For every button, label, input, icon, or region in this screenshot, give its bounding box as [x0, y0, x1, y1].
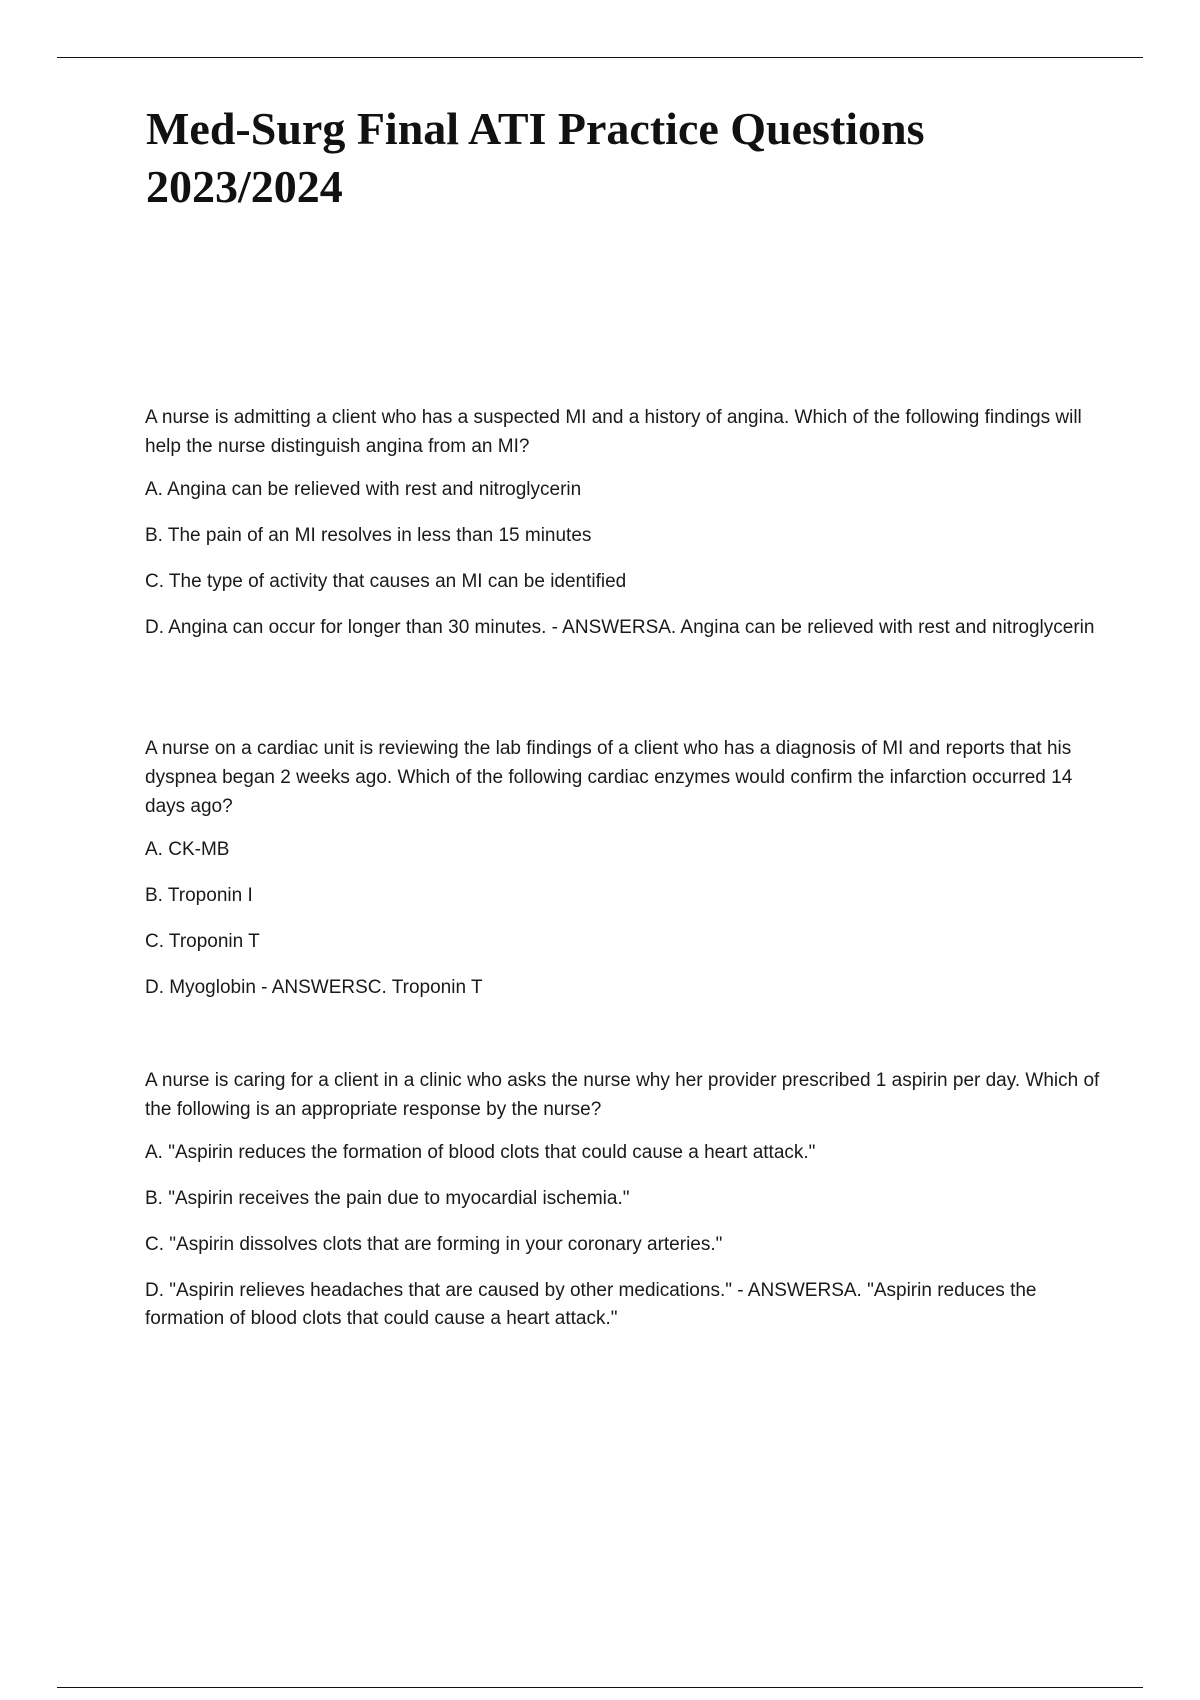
- question-stem: A nurse is admitting a client who has a suspected MI and a history of angina. Which of the following findings will help the nurse distinguish angina from an MI?: [145, 407, 1082, 457]
- question-stem: A nurse is caring for a client in a clinic who asks the nurse why her provider prescribed 1 aspirin per day. Which of the following is an appropriate response by the nurse?: [145, 1070, 1100, 1120]
- answer-option-a: A. CK-MB: [145, 839, 230, 860]
- question-stem: A nurse on a cardiac unit is reviewing the lab findings of a client who has a diagnosis of MI and reports that his dyspnea began 2 weeks ago. Which of the following cardiac enzymes would confirm the infarction occurred 14 days ago?: [145, 738, 1073, 817]
- answer-option-c: C. The type of activity that causes an MI can be identified: [145, 571, 627, 592]
- answer-option-d: D. Angina can occur for longer than 30 minutes. - ANSWERSA. Angina can be relieved with rest and nitroglycerin: [145, 617, 1095, 638]
- bottom-rule: [57, 1687, 1143, 1688]
- answer-option-c: C. "Aspirin dissolves clots that are forming in your coronary arteries.": [145, 1234, 723, 1255]
- question-3: [145, 1066, 1100, 1333]
- answer-option-c: C. Troponin T: [145, 931, 260, 952]
- question-1: [145, 403, 1100, 642]
- answer-option-a: A. "Aspirin reduces the formation of blood clots that could cause a heart attack.": [145, 1142, 816, 1163]
- top-rule: [57, 57, 1143, 58]
- answer-option-b: B. The pain of an MI resolves in less than 15 minutes: [145, 525, 592, 546]
- document-title: Med-Surg Final ATI Practice Questions 2023/2024: [146, 103, 925, 212]
- answer-option-b: B. "Aspirin receives the pain due to myocardial ischemia.": [145, 1188, 630, 1209]
- question-2: [145, 734, 1100, 1002]
- answer-option-b: B. Troponin I: [145, 885, 253, 906]
- answer-option-d: D. Myoglobin - ANSWERSC. Troponin T: [145, 977, 483, 998]
- answer-option-d: D. "Aspirin relieves headaches that are caused by other medications." - ANSWERSA. "Aspirin reduces the formation of blood clots that could cause a heart attack.": [145, 1280, 1037, 1329]
- answer-option-a: A. Angina can be relieved with rest and nitroglycerin: [145, 479, 582, 500]
